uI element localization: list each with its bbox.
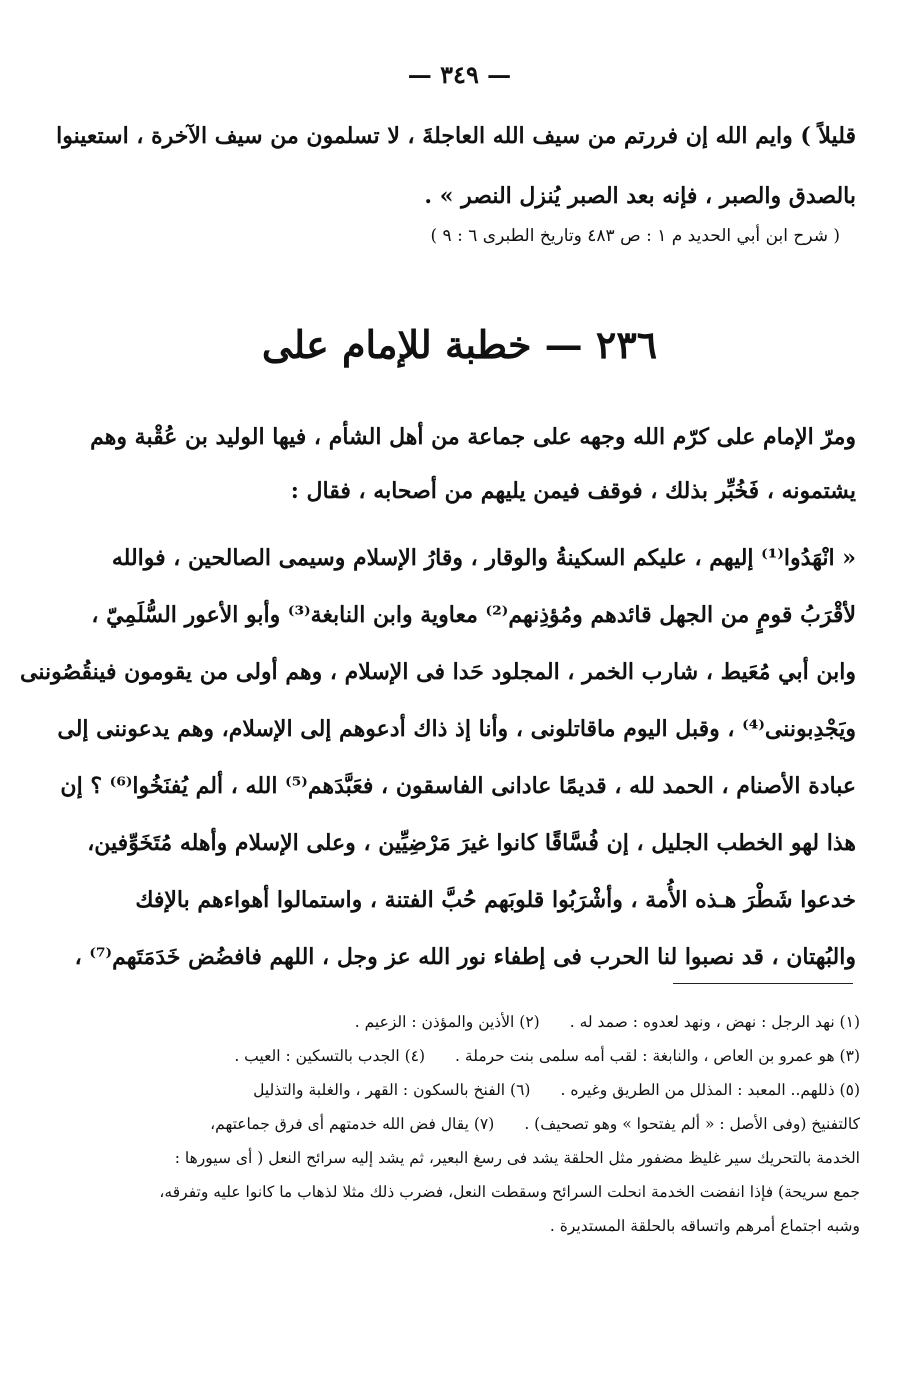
footnote: (٢) الأذين والمؤذن : الزعيم . [354,1013,540,1031]
speech-paragraph [20,530,856,986]
text-line: قليلاً ) وايم الله إن فررتم من سيف الله العاجلةَ ، لا تسلمون من سيف الآخرة ، استعينوا [56,123,856,149]
footnotes [112,1005,860,1243]
footnote: (٣) هو عمرو بن العاص ، والنابغة : لقب أمه سلمى بنت حرملة . [455,1047,860,1065]
footnote-line [112,1073,860,1107]
footnote-line [112,1209,860,1243]
footnote: (٤) الجدب بالتسكين : العيب . [234,1047,426,1065]
text-line: بالصدق والصبر ، فإنه بعد الصبر يُنزل النصر » . [424,183,856,209]
text-line: خدعوا شَطْرَ هـذه الأُمة ، وأشْرَبُوا قلوبَهم حُبَّ الفتنة ، واستمالوا أهواءهم بالإفك [135,887,856,913]
section-heading: ٢٣٦ — خطبة للإمام على [261,322,658,367]
footnote: وشبه اجتماع أمرهم واتساقه بالحلقة المستديرة . [549,1217,860,1235]
footnote-line [112,1141,860,1175]
footnote-divider [673,983,853,984]
text-line: عبادة الأصنام ، الحمد لله ، قديمًا عادانى الفاسقون ، فعَبَّدَهم⁽⁵⁾ الله ، ألم يُفنَخُوا⁽⁶⁾ ؟ إن [60,773,856,799]
text-line: هذا لهو الخطب الجليل ، إن فُسَّاقًا كانوا غيرَ مَرْضِيِّين ، وعلى الإسلام وأهله مُتَخَوِّفين، [87,830,856,856]
page-number: — ٣٤٩ — [407,60,512,89]
text-line: وابن أبي مُعَيط ، شارب الخمر ، المجلود حَدا فى الإسلام ، وهم أولى من يقومون فينقُصُوننى [20,659,856,685]
footnote: (١) نهد الرجل : نهض ، ونهد لعدوه : صمد له . [569,1013,860,1031]
text-line: يشتمونه ، فَخُبِّر بذلك ، فوقف فيمن يليهم من أصحابه ، فقال : [290,478,856,504]
footnote: الخدمة بالتحريك سير غليظ مضفور مثل الحلقة يشد فى رسغ البعير، ثم يشد إليه سرائح النعل ( أى سيورها : [174,1149,860,1167]
footnote: (٦) الفنخ بالسكون : القهر ، والغلبة والتذليل [253,1081,531,1099]
text-line: « انْهَدُوا⁽¹⁾ إليهم ، عليكم السكينةُ والوقار ، وقارُ الإسلام وسيمى الصالحين ، فوالله [111,545,856,571]
text-line: لأقْرَبُ قومٍ من الجهل قائدهم ومُؤذِنهم⁽²⁾ معاوية وابن النابغة⁽³⁾ وأبو الأعور السُّلَمِيّ ، [91,602,856,628]
footnote-line [112,1175,860,1209]
footnote-line [112,1039,860,1073]
footnote: (٥) ذللهم.. المعبد : المذلل من الطريق وغيره . [560,1081,860,1099]
footnote-line [112,1107,860,1141]
text-line: والبُهتان ، قد نصبوا لنا الحرب فى إطفاء نور الله عز وجل ، اللهم فافضُض خَدَمَتَهم⁽⁷⁾ ، [74,944,856,970]
previous-text [56,106,856,226]
source-citation: ( شرح ابن أبي الحديد م ١ : ص ٤٨٣ وتاريخ الطبرى ٦ : ٩ ) [430,226,840,246]
footnote: (٧) يقال فض الله خدمتهم أى فرق جماعتهم، [210,1115,495,1133]
footnote-line [112,1005,860,1039]
text-line: ومرّ الإمام على كرّم الله وجهه على جماعة من أهل الشأم ، فيها الوليد بن عُقْبة وهم [90,424,856,450]
footnote: جمع سريحة) فإذا انفضت الخدمة انحلت السرائح وسقطت النعل، فضرب ذلك مثلا لذهاب ما كانوا عليه وتفرقه، [159,1183,860,1201]
footnote: كالتفنيخ (وفى الأصل : « ألم يفتحوا » وهو تصحيف) . [524,1115,860,1133]
text-line: ويَجْدِبوننى⁽⁴⁾ ، وقبل اليوم ماقاتلونى ، وأنا إذ ذاك أدعوهم إلى الإسلام، وهم يدعوننى إلى [57,716,856,742]
intro-paragraph [90,410,856,518]
